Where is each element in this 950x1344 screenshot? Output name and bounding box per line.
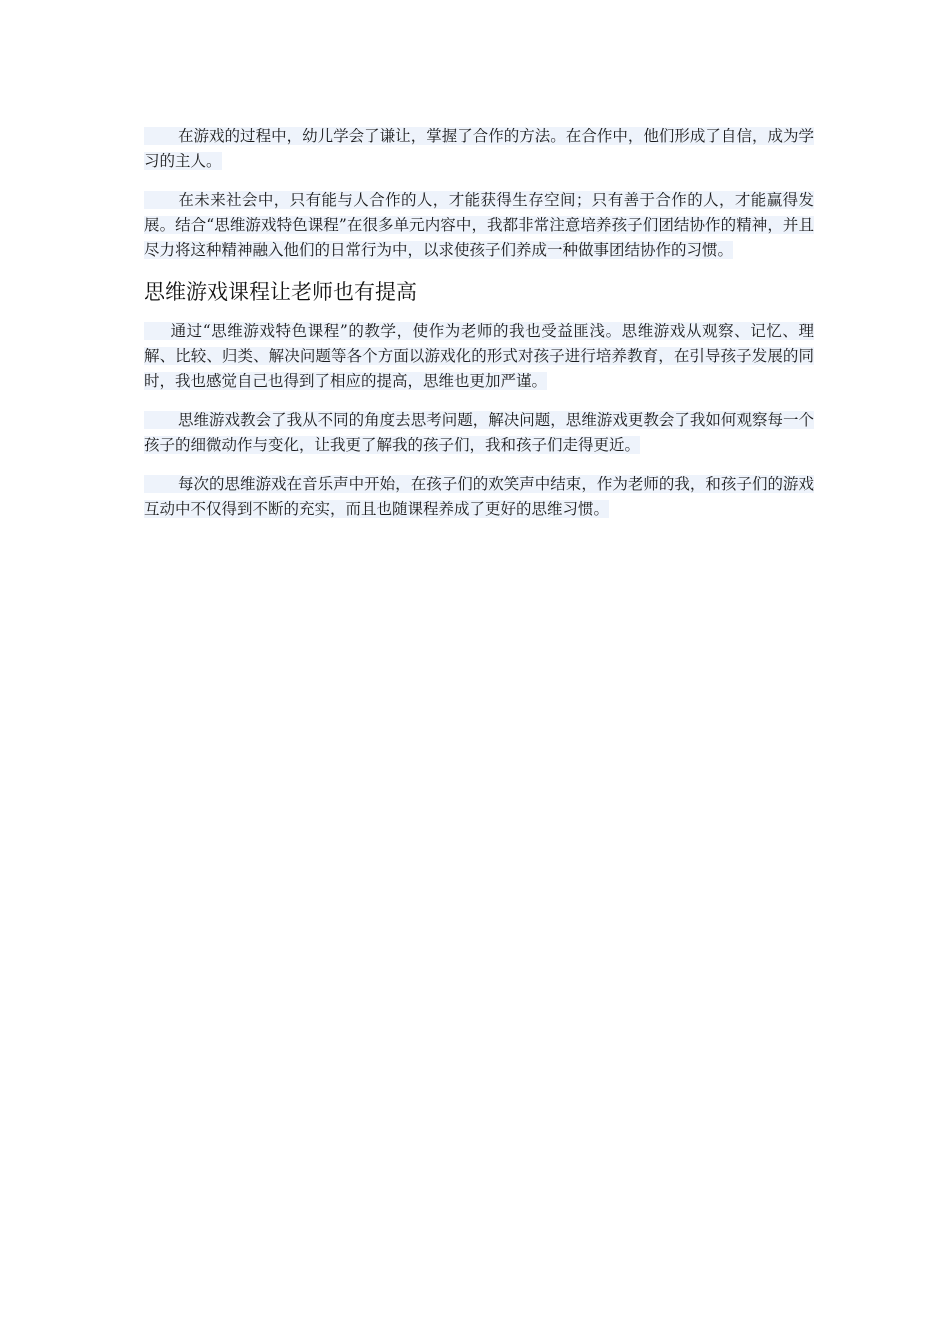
document-body xyxy=(144,124,814,536)
paragraph-highlight xyxy=(144,127,814,170)
paragraph-text: 每次的思维游戏在音乐声中开始，在孩子们的欢笑声中结束，作为老师的我，和孩子们的游戏互动中不仅得到不断的充实，而且也随课程养成了更好的思维习惯。 xyxy=(144,475,814,518)
paragraph-teaching-benefit xyxy=(144,319,814,394)
paragraph-text: 思维游戏教会了我从不同的角度去思考问题，解决问题，思维游戏更教会了我如何观察每一个孩子的细微动作与变化，让我更了解我的孩子们，我和孩子们走得更近。 xyxy=(144,411,814,454)
paragraph-perspective xyxy=(144,408,814,458)
paragraph-highlight xyxy=(144,475,814,518)
paragraph-cooperation xyxy=(144,124,814,174)
paragraph-highlight xyxy=(144,322,814,390)
paragraph-music-start xyxy=(144,472,814,522)
paragraph-future-society xyxy=(144,188,814,263)
paragraph-highlight xyxy=(144,411,814,454)
paragraph-text: 在游戏的过程中，幼儿学会了谦让，掌握了合作的方法。在合作中，他们形成了自信，成为学习的主人。 xyxy=(144,127,814,170)
paragraph-text: 在未来社会中，只有能与人合作的人，才能获得生存空间；只有善于合作的人，才能赢得发展。结合“思维游戏特色课程”在很多单元内容中，我都非常注意培养孩子们团结协作的精神，并且尽力将这种精神融入他们的日常行为中，以求使孩子们养成一种做事团结协作的习惯。 xyxy=(144,191,814,259)
section-heading: 思维游戏课程让老师也有提高 xyxy=(144,280,417,304)
paragraph-text: 通过“思维游戏特色课程”的教学，使作为老师的我也受益匪浅。思维游戏从观察、记忆、理解、比较、归类、解决问题等各个方面以游戏化的形式对孩子进行培养教育，在引导孩子发展的同时，我也感觉自己也得到了相应的提高，思维也更加严谨。 xyxy=(144,322,814,390)
paragraph-highlight xyxy=(144,191,814,259)
